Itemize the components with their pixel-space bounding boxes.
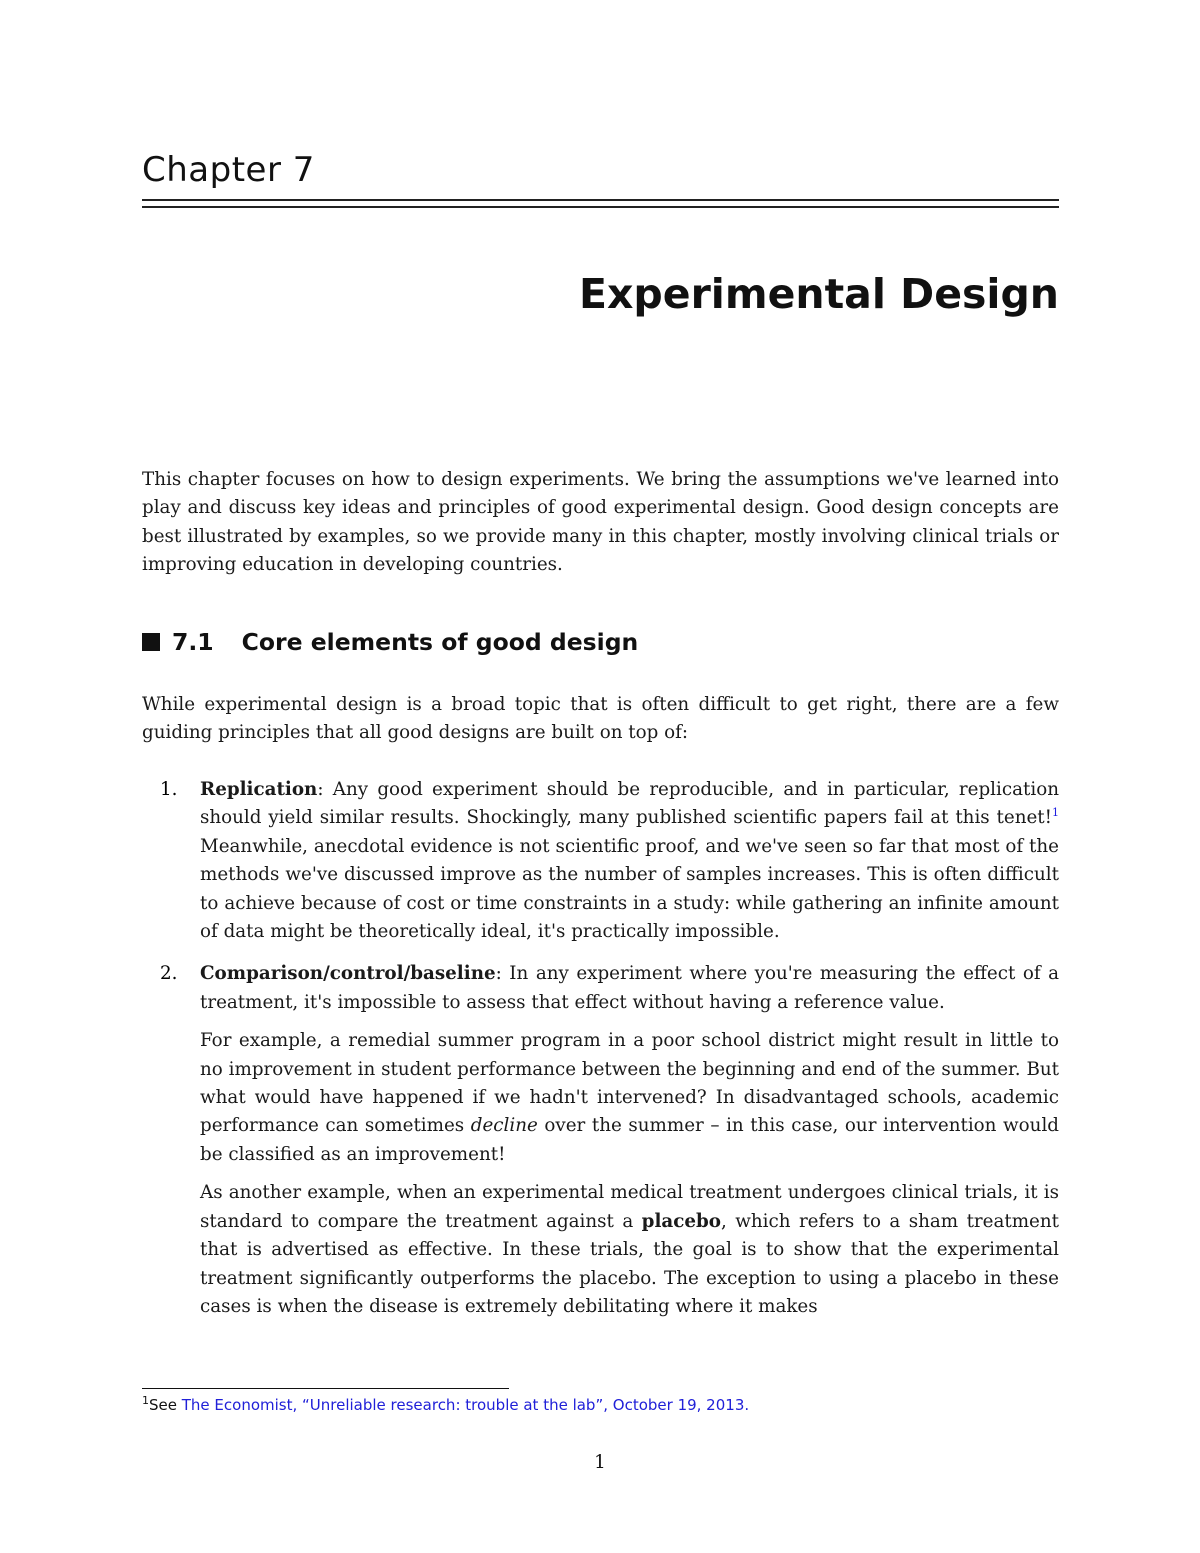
- placebo-example-text-a: As another example, when an experimental medical treatment undergoes clinical trials, it is standard to compare the treatment against a: [200, 1182, 1059, 1232]
- section-title: Core elements of good design: [241, 628, 639, 656]
- intro-paragraph: This chapter focuses on how to design experiments. We bring the assumptions we've learned into play and discuss key ideas and principles of good experimental design. Good design concepts are best illustrated by examples, so we provide many in this chapter, mostly involving clinical trials or improving education in developing countries.: [142, 469, 1059, 576]
- list-item-number: 2.: [160, 963, 178, 985]
- list-item: [142, 776, 1059, 946]
- summer-example-paragraph: [200, 1027, 1059, 1169]
- footnote-prefix: See: [149, 1396, 182, 1414]
- comparison-text: In any experiment where you're measuring the effect of a treatment, it's impossible to assess that effect without having a reference value.: [200, 963, 1059, 1013]
- term-colon: :: [495, 963, 502, 985]
- section-square-icon: [142, 633, 160, 651]
- placebo-example-paragraph: [200, 1179, 1059, 1321]
- list-item: [142, 960, 1059, 1321]
- footnote-ref-link[interactable]: 1: [1052, 806, 1059, 820]
- term-colon: :: [317, 779, 324, 800]
- term-placebo: placebo: [641, 1210, 721, 1232]
- comparison-paragraph: [200, 960, 1059, 1017]
- list-item-number: 1.: [160, 779, 178, 800]
- chapter-title: Experimental Design: [578, 270, 1059, 318]
- header-rule-top: [142, 199, 1059, 201]
- placebo-example-text-b: , which refers to a sham treatment that is advertised as effective. In these trials, the goal is to show that the experimental treatment significantly outperforms the placebo. The exception to using a placebo in these cases is when the disease is extremely debilitating where it makes: [200, 1210, 1059, 1317]
- chapter-label: Chapter 7: [142, 150, 315, 190]
- replication-paragraph: [200, 776, 1059, 946]
- term-replication: Replication: [200, 779, 318, 800]
- header-rule-bottom: [142, 206, 1059, 208]
- replication-text-a: Any good experiment should be reproducible, and in particular, replication should yield similar results. Shockingly, many published scientific papers fail at this tenet!: [200, 779, 1059, 829]
- term-comparison: Comparison/control/baseline: [200, 963, 496, 985]
- emphasis-decline: decline: [470, 1115, 538, 1137]
- summer-example-text-b: over the summer – in this case, our intervention would be classified as an improvement!: [200, 1115, 1060, 1165]
- footnote-mark: 1: [142, 1394, 149, 1407]
- footnote-link[interactable]: The Economist, “Unreliable research: trouble at the lab”, October 19, 2013.: [181, 1396, 750, 1414]
- replication-text-b: Meanwhile, anecdotal evidence is not scientific proof, and we've seen so far that most of the methods we've discussed improve as the number of samples increases. This is often difficult to achieve because of cost or time constraints in a study: while gathering an infinite amount of data might be theoretically ideal, it's practically impossible.: [200, 835, 1059, 943]
- section-lead-paragraph: While experimental design is a broad topic that is often difficult to get right, there are a few guiding principles that all good designs are built on top of:: [142, 694, 1059, 744]
- section-number: 7.1: [172, 628, 214, 656]
- page-number: 1: [594, 1452, 606, 1473]
- footnote-rule: [142, 1388, 509, 1389]
- footnote: [142, 1394, 1059, 1416]
- summer-example-text-a: For example, a remedial summer program in a poor school district might result in little to no improvement in student performance between the beginning and end of the summer. But what would have happened if we hadn't intervened? In disadvantaged schools, academic performance can sometimes: [200, 1030, 1059, 1137]
- section-heading: [142, 628, 638, 656]
- principles-list: [142, 776, 1059, 1335]
